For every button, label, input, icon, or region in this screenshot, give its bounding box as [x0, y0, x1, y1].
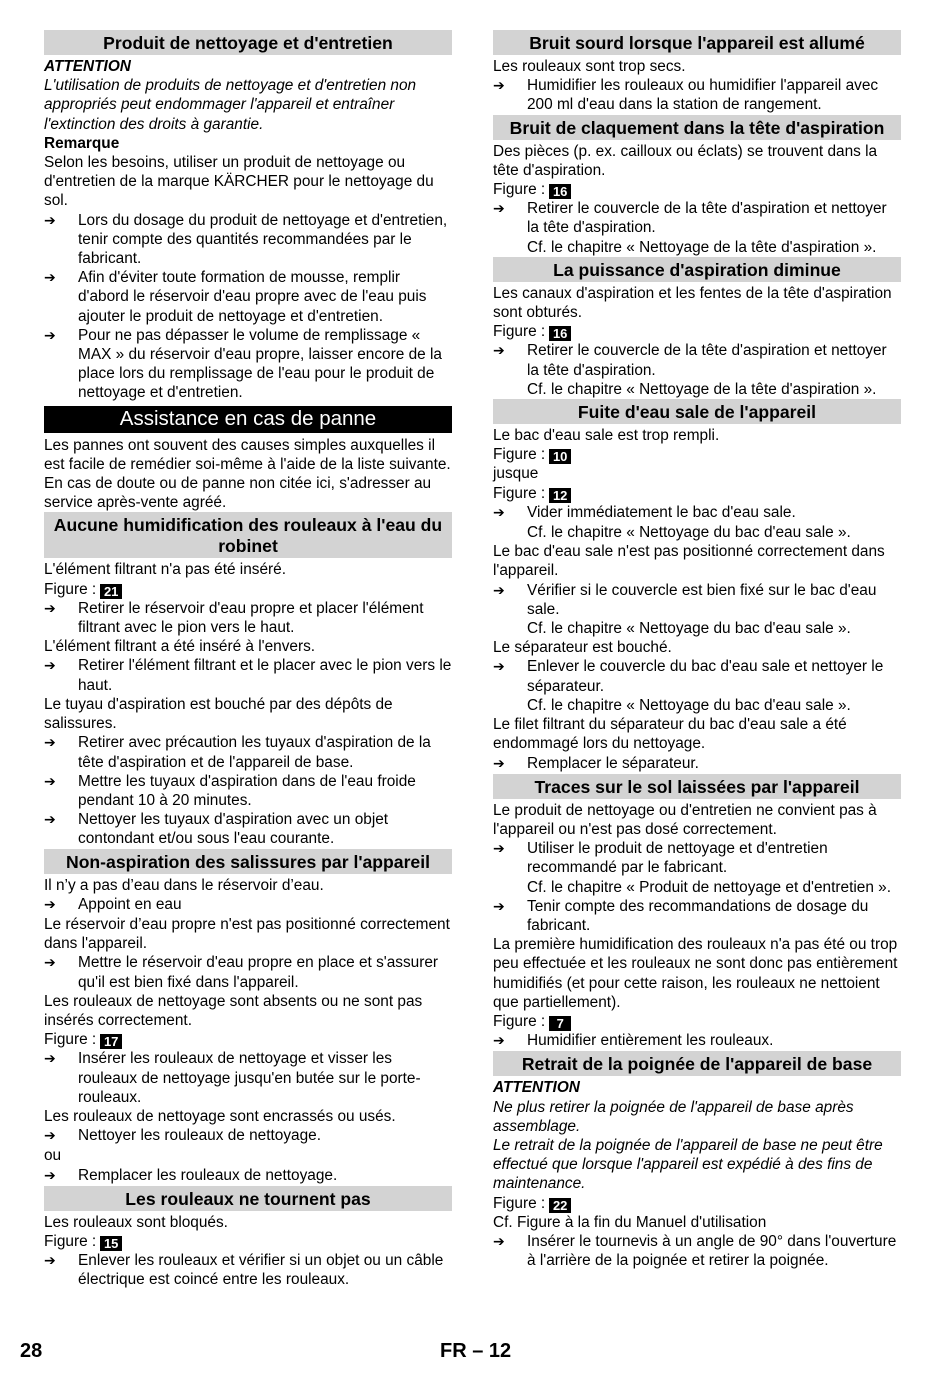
bullet-item: ➔ Utiliser le produit de nettoyage et d'entretien recommandé par le fabricant. [493, 839, 901, 877]
section-heading-no-humidification: Aucune humidification des rouleaux à l'eau du robinet [44, 512, 452, 558]
figure-number-badge: 21 [100, 584, 122, 599]
section-heading-clacking-noise: Bruit de claquement dans la tête d'aspiration [493, 115, 901, 140]
bullet-item: ➔ Appoint en eau [44, 895, 452, 915]
attention-label: ATTENTION [493, 1079, 580, 1097]
chapter-reference: Cf. le chapitre « Nettoyage du bac d'eau sale ». [527, 620, 851, 638]
cause-text: Le produit de nettoyage ou d'entretien ne convient pas à l'appareil ou n'est pas dosé correctement. [493, 801, 877, 838]
bullet-item: ➔ Tenir compte des recommandations de dosage du fabricant. [493, 897, 901, 935]
section-heading-floor-traces: Traces sur le sol laissées par l'appareil [493, 774, 901, 799]
troubleshooting-intro: Les pannes ont souvent des causes simples auxquelles il est facile de remédier soi-même à l'aide de la liste suivante. En cas de doute ou de panne non citée ici, s'adresser au service après-vente agréé. [44, 436, 451, 512]
page-code: FR – 12 [440, 1340, 512, 1362]
figure-reference: Figure : 15 [44, 1232, 452, 1251]
cause-text: Les canaux d'aspiration et les fentes de la tête d'aspiration sont obturés. [493, 284, 892, 322]
bullet-item: ➔ Vider immédiatement le bac d'eau sale. [493, 503, 901, 523]
figure-reference: Figure : 12 [493, 484, 901, 503]
bullet-item: ➔ Humidifier les rouleaux ou humidifier l'appareil avec 200 ml d'eau dans la station de rangement. [493, 76, 901, 114]
cause-text: Les rouleaux sont bloqués. [44, 1213, 228, 1231]
chapter-reference: Cf. le chapitre « Produit de nettoyage et d'entretien ». [527, 878, 891, 896]
chapter-reference: Cf. le chapitre « Nettoyage du bac d'eau sale ». [527, 524, 851, 542]
cause-text: L'élément filtrant n'a pas été inséré. [44, 561, 287, 579]
bullet-item: ➔ Insérer les rouleaux de nettoyage et visser les rouleaux de nettoyage jusqu'en butée sur le porte-rouleaux. [44, 1049, 452, 1107]
or-text: ou [44, 1147, 62, 1165]
arrow-icon [44, 733, 78, 771]
section-heading-dirty-water-leak: Fuite d'eau sale de l'appareil [493, 399, 901, 424]
arrow-icon [44, 268, 78, 326]
figure-reference: Figure : 16 [493, 180, 901, 199]
arrow-icon [44, 895, 78, 915]
arrow-icon [44, 1049, 78, 1107]
arrow-icon [493, 1031, 527, 1051]
bullet-item: ➔ Vérifier si le couvercle est bien fixé sur le bac d'eau sale. [493, 581, 901, 619]
bullet-item: ➔ Retirer le réservoir d'eau propre et placer l'élément filtrant avec le pion vers le haut. [44, 599, 452, 637]
main-heading-troubleshooting: Assistance en cas de panne [44, 406, 452, 433]
bullet-item: ➔ Insérer le tournevis à un angle de 90° dans l'ouverture à l'arrière de la poignée et retirer la poignée. [493, 1232, 901, 1270]
section-heading-cleaning-product: Produit de nettoyage et d'entretien [44, 30, 452, 55]
arrow-icon [493, 503, 527, 523]
cause-text: Il n’y a pas d’eau dans le réservoir d’eau. [44, 876, 324, 894]
bullet-item: ➔ Retirer l'élément filtrant et le placer avec le pion vers le haut. [44, 656, 452, 694]
figure-number-badge: 7 [549, 1016, 571, 1031]
cause-text: Des pièces (p. ex. cailloux ou éclats) se trouvent dans la tête d'aspiration. [493, 142, 878, 179]
cause-text: La première humidification des rouleaux n'a pas été ou trop peu effectuée et les rouleaux ne sont donc pas entièrement humidifiés (et pour cette raison, les rouleaux ne nettoient que partiellement). [493, 936, 898, 1011]
figure-reference: Figure : 17 [44, 1030, 452, 1049]
figure-number-badge: 16 [549, 326, 571, 341]
arrow-icon [493, 1232, 527, 1270]
bullet-item: ➔ Mettre les tuyaux d'aspiration dans de l'eau froide pendant 10 à 20 minutes. [44, 772, 452, 810]
arrow-icon [493, 839, 527, 877]
arrow-icon [44, 1126, 78, 1146]
figure-reference: Figure : 22 [493, 1194, 901, 1213]
bullet-item: ➔ Lors du dosage du produit de nettoyage et d'entretien, tenir compte des quantités recommandées par le fabricant. [44, 211, 452, 269]
bullet-item: ➔ Retirer le couvercle de la tête d'aspiration et nettoyer la tête d'aspiration. [493, 199, 901, 237]
figure-reference: Figure : 16 [493, 322, 901, 341]
attention-label: ATTENTION [44, 58, 131, 75]
figure-number-badge: 17 [100, 1034, 122, 1049]
cause-text: Le bac d'eau sale n'est pas positionné correctement dans l'appareil. [493, 543, 885, 580]
cause-text: Les rouleaux sont trop secs. [493, 58, 686, 75]
bullet-item: ➔ Afin d'éviter toute formation de mousse, remplir d'abord le réservoir d'eau propre avec de l'eau puis ajouter le produit de nettoyage et d'entretien. [44, 268, 452, 326]
note-text: Selon les besoins, utiliser un produit de nettoyage ou d'entretien de la marque KÄRCHER pour le nettoyage du sol. [44, 154, 434, 210]
cause-text: Le bac d'eau sale est trop rempli. [493, 427, 720, 445]
page-number: 28 [20, 1340, 43, 1362]
cause-text: L'élément filtrant a été inséré à l'envers. [44, 638, 316, 656]
arrow-icon [493, 341, 527, 379]
arrow-icon [493, 897, 527, 935]
bullet-item: ➔ Remplacer le séparateur. [493, 754, 901, 774]
bullet-item: ➔ Remplacer les rouleaux de nettoyage. [44, 1166, 452, 1186]
figure-number-badge: 16 [549, 184, 571, 199]
cause-text: Les rouleaux de nettoyage sont absents ou ne sont pas insérés correctement. [44, 992, 423, 1029]
arrow-icon [493, 76, 527, 114]
arrow-icon [44, 1251, 78, 1289]
chapter-reference: Cf. le chapitre « Nettoyage de la tête d'aspiration ». [527, 238, 877, 256]
arrow-icon [493, 199, 527, 237]
cause-text: Le séparateur est bouché. [493, 639, 672, 657]
bullet-item: ➔ Enlever les rouleaux et vérifier si un objet ou un câble électrique est coincé entre les rouleaux. [44, 1251, 452, 1289]
bullet-item: ➔ Nettoyer les rouleaux de nettoyage. [44, 1126, 452, 1146]
arrow-icon [44, 656, 78, 694]
figure-number-badge: 22 [549, 1198, 571, 1213]
figure-number-badge: 15 [100, 1236, 122, 1251]
arrow-icon [493, 754, 527, 774]
bullet-item: ➔ Humidifier entièrement les rouleaux. [493, 1031, 901, 1051]
bullet-item: ➔ Retirer avec précaution les tuyaux d'aspiration de la tête d'aspiration et de l'appareil de base. [44, 733, 452, 771]
warning-text: Ne plus retirer la poignée de l'appareil de base après assemblage. [493, 1098, 854, 1135]
figure-number-badge: 10 [549, 449, 571, 464]
bullet-item: ➔ Pour ne pas dépasser le volume de remplissage « MAX » du réservoir d'eau propre, laisser encore de la place lors du remplissage de l'eau pour le produit de nettoyage et d'entretien. [44, 326, 452, 403]
figure-number-badge: 12 [549, 488, 571, 503]
arrow-icon [44, 772, 78, 810]
bullet-item: ➔ Mettre le réservoir d'eau propre en place et s'assurer qu'il est bien fixé dans l'appareil. [44, 953, 452, 991]
cause-text: Le tuyau d'aspiration est bouché par des dépôts de salissures. [44, 695, 393, 733]
chapter-reference: Cf. le chapitre « Nettoyage de la tête d'aspiration ». [527, 380, 877, 398]
arrow-icon [44, 211, 78, 269]
arrow-icon [44, 599, 78, 637]
cause-text: Le réservoir d’eau propre n'est pas positionné correctement dans l'appareil. [44, 915, 450, 953]
bullet-item: ➔ Nettoyer les tuyaux d'aspiration avec un objet contondant et/ou sous l'eau courante. [44, 810, 452, 848]
figure-reference: Figure : 21 [44, 580, 452, 599]
arrow-icon [44, 326, 78, 403]
note-label: Remarque [44, 134, 120, 152]
section-heading-suction-decreases: La puissance d'aspiration diminue [493, 257, 901, 282]
warning-text: L'utilisation de produits de nettoyage et d'entretien non appropriés peut endommager l'appareil et entraîner l'extinction des droits à garantie. [44, 77, 417, 133]
bullet-item: ➔ Enlever le couvercle du bac d'eau sale et nettoyer le séparateur. [493, 657, 901, 695]
arrow-icon [44, 1166, 78, 1186]
section-heading-rollers-not-turning: Les rouleaux ne tournent pas [44, 1186, 452, 1211]
arrow-icon [44, 810, 78, 848]
arrow-icon [493, 581, 527, 619]
section-heading-no-suction: Non-aspiration des salissures par l'appareil [44, 849, 452, 874]
chapter-reference: Cf. le chapitre « Nettoyage du bac d'eau sale ». [527, 696, 851, 714]
left-column [44, 30, 452, 1290]
section-heading-dull-noise: Bruit sourd lorsque l'appareil est allumé [493, 30, 901, 55]
range-text: jusque [493, 465, 539, 483]
arrow-icon [44, 953, 78, 991]
figure-reference: Figure : 7 [493, 1012, 901, 1031]
right-column [493, 30, 901, 1270]
arrow-icon [493, 657, 527, 695]
page-footer [0, 1340, 950, 1370]
warning-text: Le retrait de la poignée de l'appareil de base ne peut être effectué que lorsque l'appareil est expédié à des fins de maintenance. [493, 1136, 883, 1193]
manual-reference: Cf. Figure à la fin du Manuel d'utilisation [493, 1213, 767, 1231]
cause-text: Le filet filtrant du séparateur du bac d'eau sale a été endommagé lors du nettoyage. [493, 716, 847, 753]
section-heading-handle-removal: Retrait de la poignée de l'appareil de base [493, 1051, 901, 1076]
cause-text: Les rouleaux de nettoyage sont encrassés ou usés. [44, 1107, 396, 1125]
figure-reference: Figure : 10 [493, 445, 901, 464]
bullet-item: ➔ Retirer le couvercle de la tête d'aspiration et nettoyer la tête d'aspiration. [493, 341, 901, 379]
